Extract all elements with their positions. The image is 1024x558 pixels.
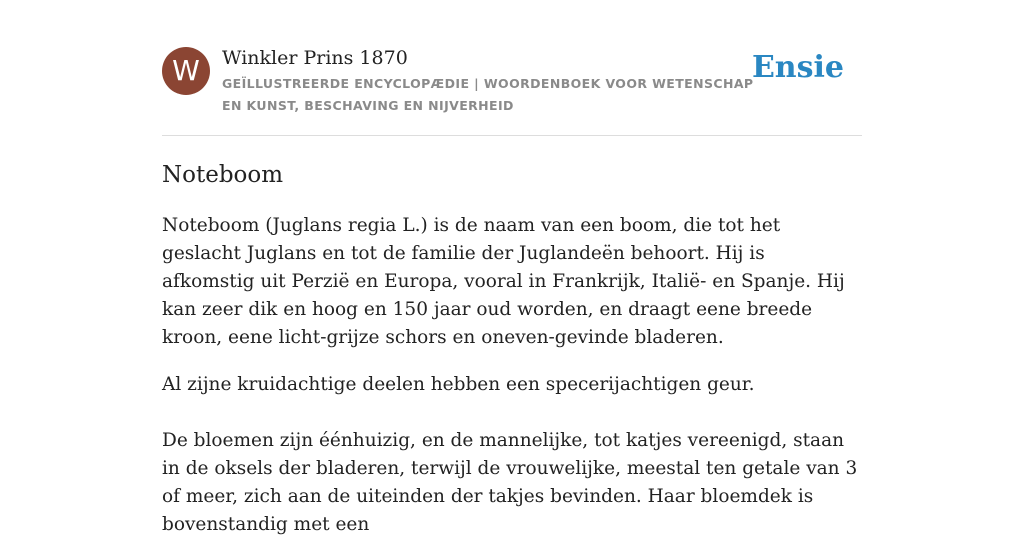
source-title[interactable]: Winkler Prins 1870 [222,47,408,69]
source-avatar[interactable]: W [162,47,210,95]
article-body [162,212,862,558]
page-header [162,46,862,116]
article-paragraph: Noteboom (Juglans regia L.) is de naam van een boom, die tot het geslacht Juglans en tot de familie der Juglandeën behoort. Hij is afkomstig uit Perzië en Europa, vooral in Frankrijk, Italië- en Spanje. Hij kan zeer dik en hoog en 150 jaar oud worden, en draagt eene breede kroon, eene licht-grijze schors en oneven-gevinde bladeren. [162,215,845,348]
article-paragraph: Al zijne kruidachtige deelen hebben een specerijachtigen geur. [162,374,755,395]
article-paragraph: De bloemen zijn éénhuizig, en de mannelijke, tot katjes vereenigd, staan in de oksels der bladeren, terwijl de vrouwelijke, meestal ten getale van 3 of meer, zich aan de uiteinden der takjes bevinden. Haar bloemdek is bovenstandig met een [162,430,858,535]
source-subtitle: GEÏLLUSTREERDE ENCYCLOPÆDIE | WOORDENBOEK VOOR WETENSCHAP EN KUNST, BESCHAVING EN NIJVERHEID [222,76,754,113]
article-title: Noteboom [162,162,284,188]
header-divider [162,135,862,136]
brand-logo-link[interactable]: Ensie [751,50,844,85]
